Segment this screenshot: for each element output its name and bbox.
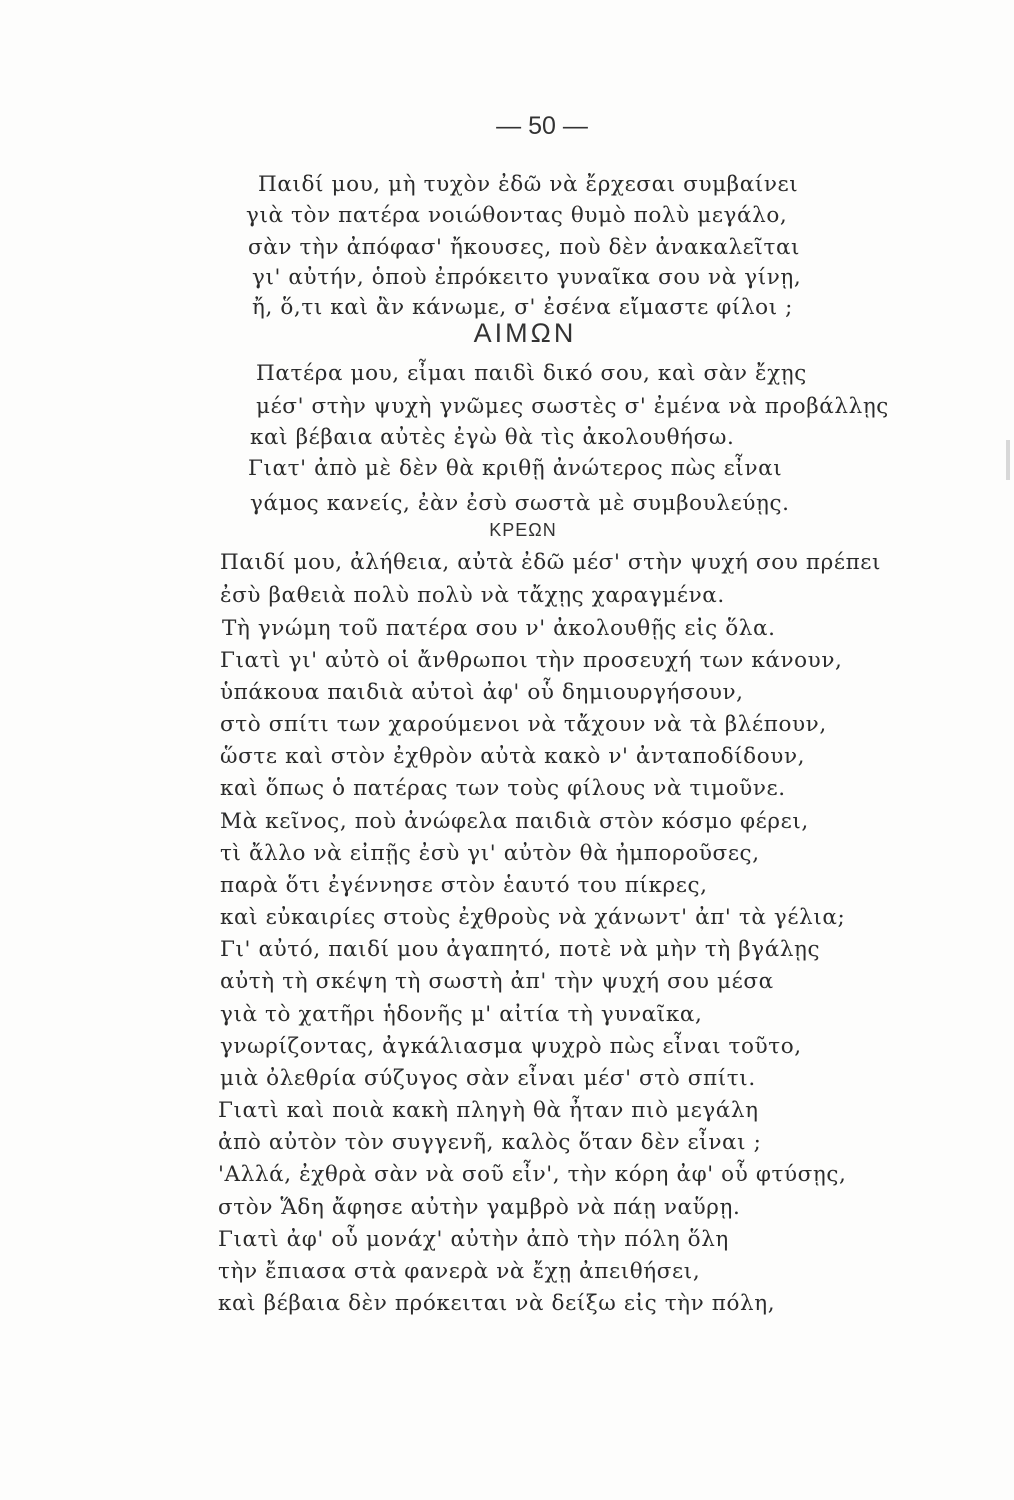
verse-line: γάμος κανείς, ἐὰν ἐσὺ σωστὰ μὲ συμβουλεύῃς. [250,491,790,516]
verse-line: γνωρίζοντας, ἀγκάλιασμα ψυχρὸ πὼς εἶναι τοῦτο, [220,1034,802,1059]
verse-line: τὶ ἄλλο νὰ εἰπῇς ἐσὺ γι' αὐτὸν θὰ ἠμποροῦσες, [220,841,760,866]
verse-line: Γιατὶ γι' αὐτὸ οἱ ἄνθρωποι τὴν προσευχή των κάνουν, [220,648,843,673]
verse-line: Γι' αὐτό, παιδί μου ἀγαπητό, ποτὲ νὰ μὴν τὴ βγάλῃς [220,937,821,962]
verse-line: ὥστε καὶ στὸν ἐχθρὸν αὐτὰ κακὸ ν' ἀνταποδίδουν, [220,744,806,769]
verse-line: μιὰ ὀλεθρία σύζυγος σὰν εἶναι μέσ' στὸ σπίτι. [220,1066,756,1091]
verse-line: γι' αὐτήν, ὁποὺ ἐπρόκειτο γυναῖκα σου νὰ γίνῃ, [252,265,802,290]
verse-line: Πατέρα μου, εἶμαι παιδὶ δικό σου, καὶ σὰν ἔχῃς [256,361,807,386]
verse-line: παρὰ ὅτι ἐγέννησε στὸν ἑαυτό του πίκρες, [220,873,708,898]
verse-line: Γιατὶ ἀφ' οὗ μονάχ' αὐτὴν ἀπὸ τὴν πόλη ὅλη [218,1227,729,1252]
verse-line: ἤ, ὅ,τι καὶ ἂν κάνωμε, σ' ἐσένα εἴμαστε φίλοι ; [252,295,794,320]
verse-line: Παιδί μου, ἀλήθεια, αὐτὰ ἐδῶ μέσ' στὴν ψυχή σου πρέπει [220,550,882,575]
verse-line: ὑπάκουα παιδιὰ αὐτοὶ ἀφ' οὗ δημιουργήσουν, [220,680,744,705]
verse-line: Γιατ' ἀπὸ μὲ δὲν θὰ κριθῇ ἀνώτερος πὼς εἶναι [248,456,783,481]
verse-line: Μὰ κεῖνος, ποὺ ἀνώφελα παιδιὰ στὸν κόσμο φέρει, [220,809,809,834]
verse-line: καὶ εὐκαιρίες στοὺς ἐχθροὺς νὰ χάνωντ' ἀπ' τὰ γέλια; [220,905,846,930]
scan-edge-mark [1006,440,1010,480]
verse-line: τὴν ἔπιασα στὰ φανερὰ νὰ ἔχῃ ἀπειθήσει, [218,1259,701,1284]
verse-line: σὰν τὴν ἀπόφασ' ἤκουσες, ποὺ δὲν ἀνακαλεῖται [248,235,801,260]
verse-line: καὶ ὅπως ὁ πατέρας των τοὺς φίλους νὰ τιμοῦνε. [220,776,786,801]
verse-line: γιὰ τὸν πατέρα νοιώθοντας θυμὸ πολὺ μεγάλο, [246,203,788,228]
verse-line: μέσ' στὴν ψυχὴ γνῶμες σωστὲς σ' ἐμένα νὰ προβάλλῃς [256,394,889,419]
verse-line: αὐτὴ τὴ σκέψη τὴ σωστὴ ἀπ' τὴν ψυχή σου μέσα [220,969,774,994]
verse-line: 'Αλλά, ἐχθρὰ σὰν νὰ σοῦ εἶν', τὴν κόρη ἀφ' οὗ φτύσῃς, [218,1162,847,1187]
verse-line: γιὰ τὸ χατῆρι ἡδονῆς μ' αἰτία τὴ γυναῖκα, [220,1002,703,1027]
verse-line: ἐσὺ βαθειὰ πολὺ πολὺ νὰ τἄχῃς χαραγμένα. [220,583,725,608]
verse-line: ἀπὸ αὐτὸν τὸν συγγενῆ, καλὸς ὅταν δὲν εἶναι ; [218,1130,762,1155]
page-number: — 50 — [496,112,588,140]
verse-line: καὶ βέβαια αὐτὲς ἐγὼ θὰ τὶς ἀκολουθήσω. [250,425,735,450]
verse-line: στὸν Ἅδη ἄφησε αὐτὴν γαμβρὸ νὰ πάῃ ναὕρῃ. [218,1195,741,1220]
verse-line: Παιδί μου, μὴ τυχὸν ἐδῶ νὰ ἔρχεσαι συμβαίνει [258,172,799,197]
verse-line: Τὴ γνώμη τοῦ πατέρα σου ν' ἀκολουθῇς εἰς ὅλα. [222,616,776,641]
verse-line: στὸ σπίτι των χαρούμενοι νὰ τἄχουν νὰ τὰ βλέπουν, [220,712,827,737]
verse-line: καὶ βέβαια δὲν πρόκειται νὰ δείξω εἰς τὴν πόλη, [218,1291,776,1316]
verse-line: Γιατὶ καὶ ποιὰ κακὴ πληγὴ θὰ ἦταν πιὸ μεγάλη [218,1098,759,1123]
speaker-haimon: ΑΙΜΩΝ [473,318,577,348]
speaker-kreon: ΚΡΕΩΝ [489,520,557,540]
